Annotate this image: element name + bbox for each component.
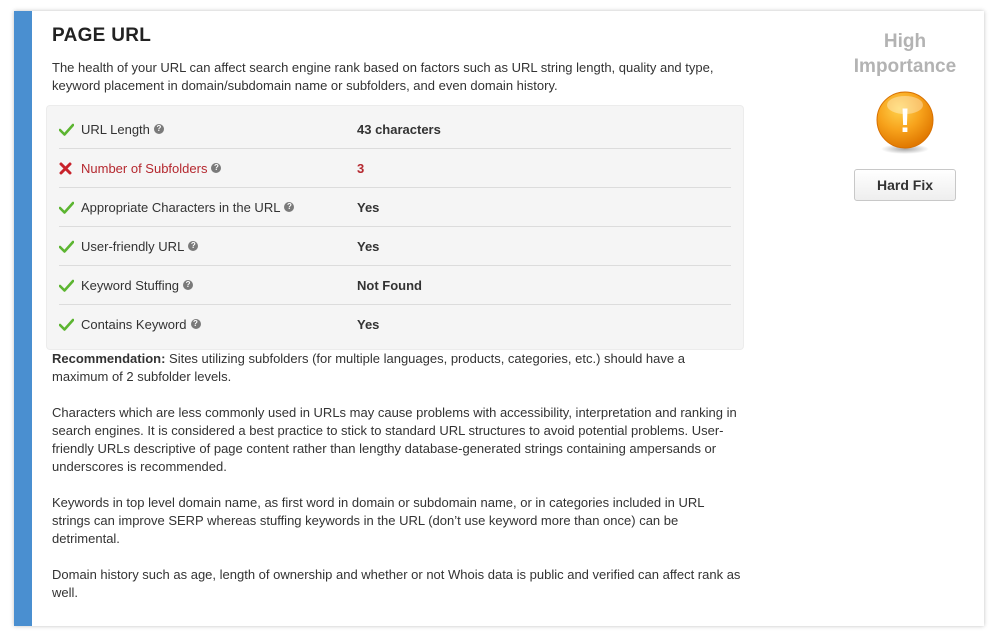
paragraph-keywords: Keywords in top level domain name, as first word in domain or subdomain name, or in categories included in URL strings can improve SERP whereas stuffing keywords in the URL (don’t use keyword more than once) can be detrimental. [52,495,705,546]
accent-bar [14,11,32,626]
check-label-text: Number of Subfolders [81,160,208,176]
check-label-text: Contains Keyword [81,316,187,332]
check-label-text: Appropriate Characters in the URL [81,199,281,215]
check-value: Yes [357,316,380,332]
recommendation-label: Recommendation: [52,351,166,366]
warning-icon [874,91,936,155]
check-label [81,239,357,254]
checkmark-icon [59,318,81,331]
checkmark-icon [59,240,81,253]
checks-table [46,105,744,350]
page-url-card [14,11,984,626]
check-label [81,122,357,137]
check-label [81,200,357,215]
check-value: 3 [357,160,365,176]
hard-fix-button[interactable]: Hard Fix [854,169,956,201]
section-title: PAGE URL [52,25,152,46]
recommendation-text: Sites utilizing subfolders (for multiple languages, products, categories, etc.) should have a maximum of 2 subfolder levels. [52,351,685,384]
check-row [59,266,731,305]
check-value: 43 characters [357,121,441,137]
check-value: Yes [357,199,380,215]
check-value: Not Found [357,277,422,293]
help-icon[interactable]: ? [183,280,193,290]
check-label [81,161,357,176]
help-icon[interactable]: ? [211,163,221,173]
importance-line-2: Importance [853,56,957,77]
recommendation [52,350,742,386]
check-label-text: URL Length [81,121,150,137]
help-icon[interactable]: ? [284,202,294,212]
check-label-text: User-friendly URL [81,238,185,254]
paragraph-domain-history: Domain history such as age, length of ownership and whether or not Whois data is public and verified can affect rank as well. [52,567,741,600]
paragraph-characters: Characters which are less commonly used in URLs may cause problems with accessibility, interpretation and ranking in search engines. It is considered a best practice to stick to standard URL structures to avoid potential problems. User-friendly URLs descriptive of page content rather than lengthy database-generated strings containing ampersands or underscores is recommended. [52,405,737,474]
importance-line-1: High [883,31,927,52]
checkmark-icon [59,123,81,136]
check-row [59,227,731,266]
check-value: Yes [357,238,380,254]
check-label-text: Keyword Stuffing [81,277,180,293]
check-label [81,317,357,332]
check-row [59,188,731,227]
help-icon[interactable]: ? [154,124,164,134]
cross-icon [59,162,81,175]
checkmark-icon [59,279,81,292]
main-content [52,11,746,602]
help-icon[interactable]: ? [188,241,198,251]
check-row [59,305,731,343]
help-icon[interactable]: ? [191,319,201,329]
check-row [59,110,731,149]
importance-panel [850,29,960,201]
checkmark-icon [59,201,81,214]
check-row [59,149,731,188]
section-description: The health of your URL can affect search engine rank based on factors such as URL string length, quality and type, keyword placement in domain/subdomain name or subfolders, and even domain history. [52,60,714,93]
importance-label [850,29,960,79]
svg-text:!: ! [899,102,911,140]
check-label [81,278,357,293]
recommendation-block [52,350,742,602]
